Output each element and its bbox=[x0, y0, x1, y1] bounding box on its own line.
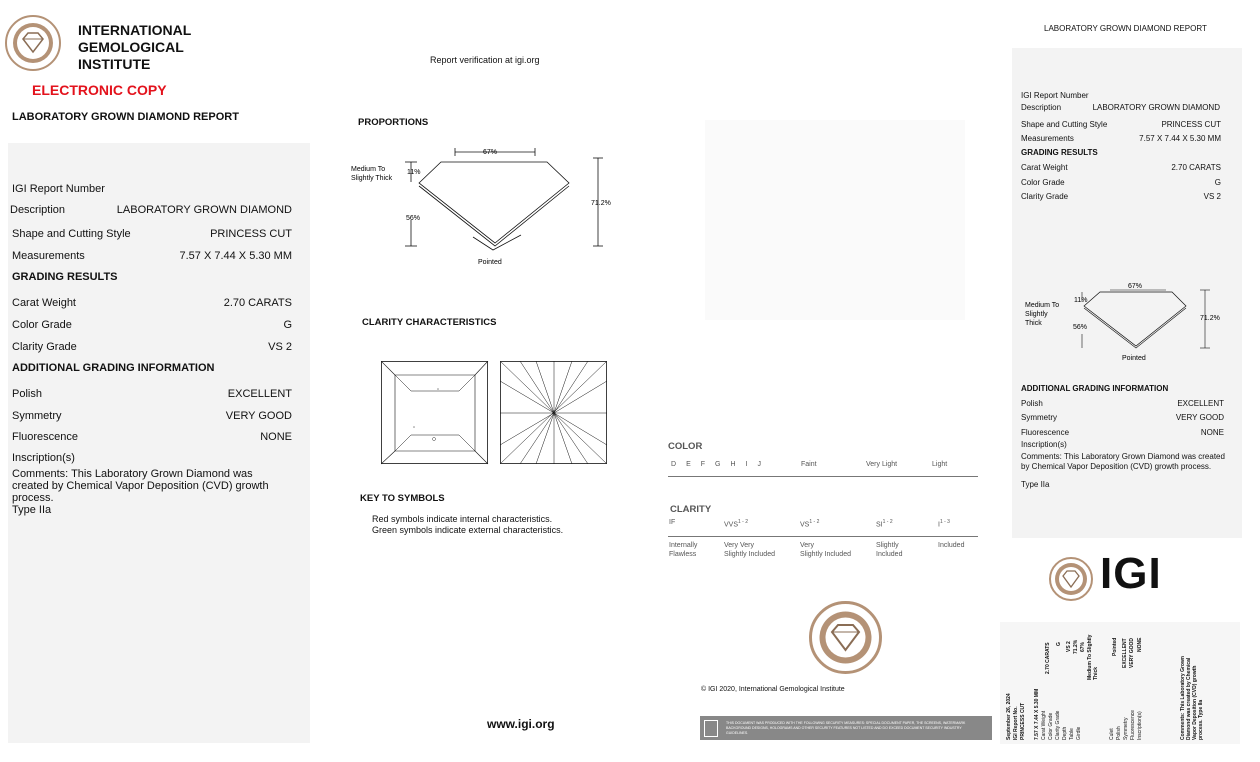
color-letter: E bbox=[686, 461, 691, 468]
right-color-value: G bbox=[1214, 178, 1221, 187]
right-depth-pct: 71.2% bbox=[1200, 315, 1220, 322]
right-clarity-label: Clarity Grade bbox=[1021, 192, 1069, 201]
color-row bbox=[12, 319, 292, 331]
shape-row bbox=[12, 228, 292, 240]
institute-line-2: GEMOLOGICAL bbox=[78, 39, 184, 55]
right-proportions-diagram bbox=[1020, 278, 1230, 368]
clarity-grade-desc: Slightly Included bbox=[876, 542, 903, 558]
stub-culet-lbl: Culet bbox=[1109, 728, 1115, 740]
clarity-grade-desc: Very Very Slightly Included bbox=[724, 542, 775, 558]
right-carat-value: 2.70 CARATS bbox=[1171, 163, 1221, 172]
igi-seal-logo bbox=[4, 14, 62, 72]
key-line-1: Red symbols indicate internal characteristics. bbox=[372, 514, 553, 524]
right-polish-row bbox=[1021, 399, 1224, 408]
right-report-number-label: IGI Report Number bbox=[1021, 91, 1089, 100]
measurements-value: 7.57 X 7.44 X 5.30 MM bbox=[179, 250, 292, 262]
stub-girdle-lbl: Girdle bbox=[1076, 726, 1082, 740]
stub-shape: PRINCESS CUT bbox=[1020, 702, 1026, 740]
symmetry-value: VERY GOOD bbox=[225, 410, 292, 422]
color-light: Light bbox=[932, 461, 948, 468]
stub-polish: EXCELLENT bbox=[1122, 638, 1128, 668]
key-line-2: Green symbols indicate external characteristics. bbox=[372, 525, 564, 535]
inscriptions-label: Inscription(s) bbox=[12, 452, 75, 464]
right-fluorescence-row bbox=[1021, 428, 1224, 437]
proportions-diagram bbox=[345, 140, 625, 275]
right-clarity-value: VS 2 bbox=[1203, 192, 1221, 201]
right-description-label: Description bbox=[1021, 103, 1062, 112]
clarity-plot-pavilion bbox=[500, 361, 608, 465]
color-letter: F bbox=[700, 461, 706, 468]
polish-label: Polish bbox=[12, 388, 42, 400]
stub-girdle: Medium To Slightly Thick bbox=[1087, 634, 1099, 680]
security-note: THIS DOCUMENT WAS PRODUCED WITH THE FOLLOWING SECURITY MEASURES: SPECIAL DOCUMENT PAPER, THE SCREENS, WATERMARK BACKGROUND DESIGNS, HOLOGRAMS AND OTHER SECURITY FEATURES NOT LISTED AND DO EXCEED DOCUMENT SECURITY INDUSTRY GUIDELINES. bbox=[726, 721, 966, 735]
right-crown-pct: 11% bbox=[1074, 297, 1088, 304]
color-letters bbox=[671, 461, 771, 468]
description-row bbox=[10, 204, 292, 216]
right-color-label: Color Grade bbox=[1021, 178, 1065, 187]
color-letter: D bbox=[671, 461, 677, 468]
right-fluorescence-value: NONE bbox=[1200, 428, 1224, 437]
clarity-plot-crown bbox=[381, 361, 489, 465]
right-measurements-label: Measurements bbox=[1021, 134, 1074, 143]
right-girdle-1: Medium To bbox=[1025, 302, 1060, 309]
color-letter: I bbox=[745, 461, 748, 468]
clarity-char-heading: CLARITY CHARACTERISTICS bbox=[362, 317, 497, 328]
right-symmetry-row bbox=[1021, 413, 1224, 422]
carat-label: Carat Weight bbox=[12, 297, 76, 309]
stub-clarity: VS 2 bbox=[1066, 641, 1072, 652]
right-girdle-2: Slightly bbox=[1025, 311, 1048, 318]
clarity-grade-desc: Internally Flawless bbox=[669, 542, 698, 558]
right-table-pct: 67% bbox=[1128, 283, 1143, 290]
clarity-grade-range: 1 - 2 bbox=[882, 519, 893, 525]
clarity-value: VS 2 bbox=[268, 341, 292, 353]
right-fluorescence-label: Fluorescence bbox=[1021, 428, 1070, 437]
clarity-grade-range: 1 - 3 bbox=[939, 519, 950, 525]
color-letter: H bbox=[730, 461, 736, 468]
stub-culet: Pointed bbox=[1112, 637, 1118, 656]
comments-text: Comments: This Laboratory Grown Diamond was created by Chemical Vapor Deposition (CVD) growth process. bbox=[12, 468, 269, 504]
color-letter: J bbox=[757, 461, 761, 468]
right-shape-label: Shape and Cutting Style bbox=[1021, 120, 1108, 129]
clarity-grade-code: $I^{1 - 3}$ bbox=[938, 519, 950, 529]
carat-row bbox=[12, 297, 292, 309]
institute-line-1: INTERNATIONAL bbox=[78, 22, 192, 38]
report-number-label: IGI Report Number bbox=[12, 183, 105, 195]
stub-table: 67% bbox=[1080, 641, 1086, 652]
clarity-label: Clarity Grade bbox=[12, 341, 77, 353]
clarity-grade-code: IF bbox=[669, 519, 676, 526]
igi-seal-center bbox=[808, 600, 883, 675]
color-scale-heading: COLOR bbox=[668, 441, 703, 452]
right-carat-row bbox=[1021, 163, 1221, 172]
right-pavilion-pct: 56% bbox=[1073, 324, 1088, 331]
clarity-grade-range: 1 - 2 bbox=[809, 519, 820, 525]
website-url[interactable]: www.igi.org bbox=[487, 717, 555, 731]
girdle-line2: Slightly Thick bbox=[351, 175, 393, 182]
symmetry-label: Symmetry bbox=[12, 410, 62, 422]
clarity-scale-line bbox=[668, 536, 978, 537]
right-measurements-row bbox=[1021, 134, 1221, 143]
right-culet-label: Pointed bbox=[1122, 355, 1146, 362]
description-label: Description bbox=[10, 204, 66, 216]
photo-placeholder bbox=[705, 120, 965, 320]
right-grading-heading: GRADING RESULTS bbox=[1021, 148, 1098, 157]
polish-row bbox=[12, 388, 292, 400]
right-comments: Comments: This Laboratory Grown Diamond was created by Chemical Vapor Deposition (CVD) growth process. bbox=[1021, 452, 1225, 471]
stub-symmetry-lbl: Symmetry bbox=[1123, 717, 1129, 740]
grading-heading: GRADING RESULTS bbox=[12, 271, 118, 283]
stub-color: G bbox=[1056, 642, 1062, 646]
igi-logo-seal bbox=[1048, 556, 1094, 602]
color-value: G bbox=[283, 319, 292, 331]
symmetry-row bbox=[12, 410, 292, 422]
right-shape-value: PRINCESS CUT bbox=[1161, 120, 1221, 129]
security-strip bbox=[700, 716, 992, 740]
clarity-grade-code: SI$^{1 - 2}$ bbox=[876, 519, 893, 529]
stub-polish-lbl: Polish bbox=[1116, 726, 1122, 740]
fluorescence-row bbox=[12, 431, 292, 443]
stub-comments: Comments: This Laboratory Grown Diamond was created by Chemical Vapor Deposition (CVD) growth process. Type IIa bbox=[1180, 656, 1204, 740]
right-description-row bbox=[1021, 103, 1220, 112]
stub-fluor-lbl: Fluorescence bbox=[1130, 709, 1136, 740]
stub-report-no: IGI Report No. bbox=[1013, 706, 1019, 740]
stub-meas: 7.57 X 7.44 X 5.30 MM bbox=[1034, 688, 1040, 740]
girdle-line1: Medium To bbox=[351, 166, 386, 173]
shape-value: PRINCESS CUT bbox=[210, 228, 292, 240]
right-measurements-value: 7.57 X 7.44 X 5.30 MM bbox=[1139, 134, 1221, 143]
stub-symmetry: VERY GOOD bbox=[1129, 637, 1135, 668]
right-additional-heading: ADDITIONAL GRADING INFORMATION bbox=[1021, 384, 1169, 393]
depth-pct: 71.2% bbox=[591, 200, 611, 207]
right-inscriptions-label: Inscription(s) bbox=[1021, 440, 1067, 449]
polish-value: EXCELLENT bbox=[227, 388, 292, 400]
proportions-heading: PROPORTIONS bbox=[358, 117, 429, 128]
right-symmetry-value: VERY GOOD bbox=[1175, 413, 1224, 422]
right-carat-label: Carat Weight bbox=[1021, 163, 1068, 172]
stub-insc-lbl: Inscription(s) bbox=[1137, 711, 1143, 740]
color-label: Color Grade bbox=[12, 319, 72, 331]
color-letter: G bbox=[715, 461, 721, 468]
right-clarity-row bbox=[1021, 192, 1221, 201]
type-text: Type IIa bbox=[12, 504, 52, 516]
key-heading: KEY TO SYMBOLS bbox=[360, 493, 445, 504]
color-faint: Faint bbox=[801, 461, 817, 468]
stub-depth-lbl: Depth bbox=[1062, 726, 1068, 740]
right-description-value: LABORATORY GROWN DIAMOND bbox=[1092, 103, 1220, 112]
additional-heading: ADDITIONAL GRADING INFORMATION bbox=[12, 362, 215, 374]
clarity-row bbox=[12, 341, 292, 353]
igi-logo-text: IGI bbox=[1100, 549, 1162, 598]
stub-clarity-lbl: Clarity Grade bbox=[1055, 710, 1061, 740]
stub-carat-lbl: Carat Weight bbox=[1041, 710, 1047, 740]
report-title: LABORATORY GROWN DIAMOND REPORT bbox=[12, 111, 239, 123]
shape-label: Shape and Cutting Style bbox=[12, 228, 131, 240]
institute-line-3: INSTITUTE bbox=[78, 56, 151, 72]
stub-date: September 26, 2024 bbox=[1006, 693, 1012, 740]
description-value: LABORATORY GROWN DIAMOND bbox=[116, 204, 292, 216]
crown-pct: 11% bbox=[407, 169, 421, 176]
measurements-label: Measurements bbox=[12, 250, 85, 262]
table-pct: 67% bbox=[483, 149, 498, 156]
culet-label: Pointed bbox=[478, 259, 502, 266]
clarity-grade-code: VS$^{1 - 2}$ bbox=[800, 519, 820, 529]
stub-fluor: NONE bbox=[1137, 637, 1143, 652]
right-polish-value: EXCELLENT bbox=[1177, 399, 1224, 408]
carat-value: 2.70 CARATS bbox=[223, 297, 292, 309]
electronic-copy-label: ELECTRONIC COPY bbox=[32, 82, 167, 98]
color-scale-line bbox=[668, 476, 978, 477]
pavilion-pct: 56% bbox=[406, 215, 421, 222]
right-color-row bbox=[1021, 178, 1221, 187]
measurements-row bbox=[12, 250, 292, 262]
fluorescence-value: NONE bbox=[260, 431, 292, 443]
clarity-scale-heading: CLARITY bbox=[670, 504, 712, 515]
clarity-grade-code: VVS$^{1 - 2}$ bbox=[724, 519, 749, 529]
key-text bbox=[372, 514, 563, 536]
verification-text: Report verification at igi.org bbox=[430, 55, 540, 65]
fluorescence-label: Fluorescence bbox=[12, 431, 79, 443]
clarity-grade-range: 1 - 2 bbox=[738, 519, 749, 525]
color-very-light: Very Light bbox=[866, 461, 898, 468]
right-polish-label: Polish bbox=[1021, 399, 1043, 408]
clarity-grade-desc: Included bbox=[938, 542, 965, 549]
right-report-title: LABORATORY GROWN DIAMOND REPORT bbox=[1044, 24, 1207, 33]
institute-name bbox=[78, 22, 191, 73]
stub-depth: 71.2% bbox=[1073, 639, 1079, 654]
right-shape-row bbox=[1021, 120, 1221, 129]
stub-table-lbl: Table bbox=[1069, 728, 1075, 740]
copyright-text: © IGI 2020, International Gemological Institute bbox=[701, 686, 845, 693]
right-symmetry-label: Symmetry bbox=[1021, 413, 1057, 422]
stub-carat: 2.70 CARATS bbox=[1045, 642, 1051, 674]
document-icon bbox=[704, 720, 718, 737]
clarity-grade-desc: Very Slightly Included bbox=[800, 542, 851, 558]
right-type: Type IIa bbox=[1021, 480, 1050, 489]
stub-color-lbl: Color Grade bbox=[1048, 712, 1054, 740]
right-girdle-3: Thick bbox=[1025, 320, 1042, 327]
